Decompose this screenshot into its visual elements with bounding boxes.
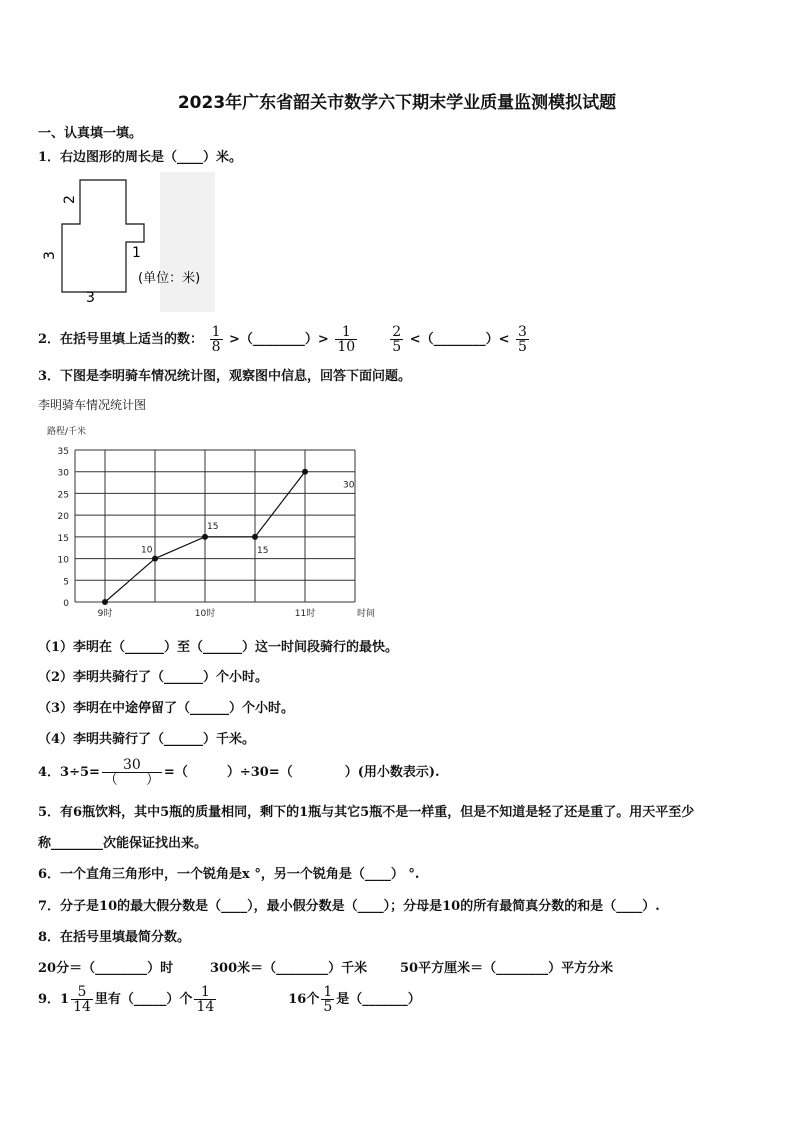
data-point (102, 599, 108, 605)
data-label: 15 (257, 545, 269, 556)
q9-mid: 里有（_____）个 (94, 992, 193, 1007)
question-8: 8．在括号里填最简分数。 (38, 930, 191, 945)
x-tick-label: 10时 (194, 609, 216, 619)
q4-suffix: =（ ）÷30=（ ）(用小数表示). (163, 765, 440, 780)
y-tick-label: 10 (57, 555, 69, 566)
question-5-line-2: 称________次能保证找出来。 (38, 836, 208, 851)
sub-question-4: （4）李明共骑行了（______）千米。 (38, 732, 256, 747)
q2-compare-1: >（________）> (229, 332, 329, 347)
y-axis-title: 路程/千米 (47, 427, 87, 437)
label-top: 2 (62, 195, 78, 204)
q9-prefix: 9．1 (38, 992, 70, 1007)
data-label: 15 (207, 521, 219, 532)
q8-item-1: 20分＝（________）时 (38, 961, 174, 976)
q8-item-2: 300米＝（________）千米 (210, 961, 368, 976)
perimeter-figure (40, 172, 230, 312)
section-heading: 一、认真填一填。 (38, 126, 143, 141)
fraction: $\frac{3}{5}$ (518, 324, 527, 355)
fraction: $\frac{1}{5}$ (323, 984, 333, 1015)
fraction: $\frac{5}{14}$ (73, 984, 91, 1015)
y-tick-label: 30 (57, 468, 69, 479)
line-chart (30, 420, 390, 625)
sub-question-2: （2）李明共骑行了（______）个小时。 (38, 670, 269, 685)
chart-title: 李明骑车情况统计图 (38, 398, 147, 412)
question-9 (38, 982, 421, 1018)
label-right: 1 (132, 245, 141, 261)
y-tick-label: 15 (57, 533, 69, 544)
q4-prefix: 4．3÷5= (38, 765, 100, 780)
q9-part-3: 是（_______） (336, 992, 421, 1007)
page-title: 2023年广东省韶关市数学六下期末学业质量监测模拟试题 (177, 93, 617, 113)
y-tick-label: 5 (63, 577, 69, 588)
x-axis-title: 时间 (357, 609, 376, 619)
q2-compare-2: <（________）< (409, 332, 510, 347)
question-2 (38, 322, 531, 358)
question-4 (38, 755, 440, 791)
q2-prefix: 2．在括号里填上适当的数： (38, 332, 204, 347)
question-5-line-1: 5．有6瓶饮料，其中5瓶的质量相同，剩下的1瓶与其它5瓶不是一样重，但是不知道是轻了还是重了。用天平至少 (38, 805, 695, 820)
label-left: 3 (42, 251, 58, 260)
y-tick-label: 25 (57, 490, 69, 501)
unit-label: (单位：米) (138, 271, 201, 286)
watermark-shape (160, 172, 215, 312)
sub-question-3: （3）李明在中途停留了（______）个小时。 (38, 701, 295, 716)
y-tick-label: 35 (57, 447, 69, 457)
fraction: $\frac{1}{10}$ (337, 324, 356, 355)
x-tick-label: 11时 (294, 609, 316, 619)
data-point (152, 556, 158, 562)
data-point (202, 534, 208, 540)
fraction: $\frac{1}{8}$ (211, 324, 221, 355)
sub-question-1: （1）李明在（______）至（______）这一时间段骑行的最快。 (38, 640, 399, 655)
question-1: 1．右边图形的周长是（____）米。 (38, 150, 243, 165)
fraction: $\frac{2}{5}$ (392, 324, 402, 355)
fraction: $\frac{1}{14}$ (196, 984, 215, 1015)
data-label: 30 (343, 480, 355, 491)
y-tick-label: 0 (63, 599, 69, 609)
x-tick-label: 9时 (97, 609, 113, 619)
question-6: 6．一个直角三角形中，一个锐角是x °，另一个锐角是（____） °. (38, 867, 420, 882)
y-tick-label: 20 (57, 512, 69, 523)
question-3: 3．下图是李明骑车情况统计图，观察图中信息，回答下面问题。 (38, 369, 412, 384)
data-point (252, 534, 258, 540)
question-7: 7．分子是10的最大假分数是（____），最小假分数是（____）；分母是10的所有最简真分数的和是（____）. (38, 899, 660, 914)
data-label: 10 (141, 545, 153, 556)
label-bottom: 3 (86, 290, 95, 306)
q9-part-2: 16个 (288, 992, 320, 1007)
fraction: $\frac{30}{( )}$ (103, 757, 160, 788)
data-point (302, 469, 308, 475)
q8-item-3: 50平方厘米＝（________）平方分米 (400, 961, 614, 976)
